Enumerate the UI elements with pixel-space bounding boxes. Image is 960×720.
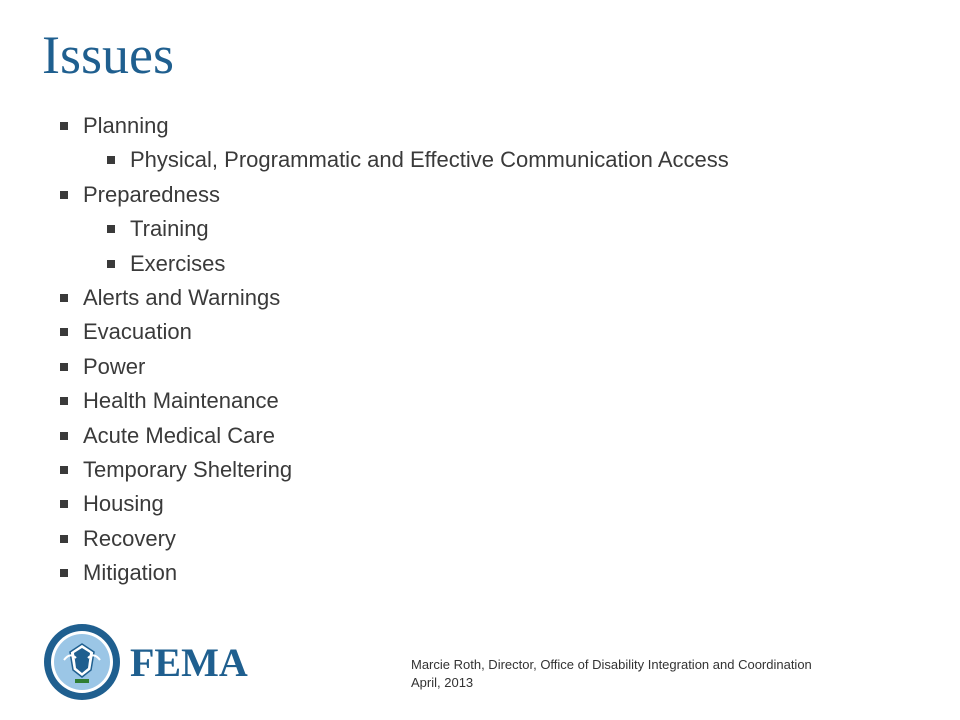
sub-bullet-item [0, 212, 960, 246]
sub-bullet-item [0, 247, 960, 281]
bullet-text: Physical, Programmatic and Effective Communication Access [130, 147, 729, 173]
bullet-item [0, 178, 960, 212]
bullet-text: Power [83, 353, 146, 379]
bullet-text: Planning [83, 113, 169, 138]
square-bullet-icon [60, 535, 68, 543]
bullet-item [0, 350, 960, 384]
square-bullet-icon [60, 466, 68, 474]
square-bullet-icon [60, 432, 68, 440]
square-bullet-icon [107, 225, 115, 233]
bullet-text: Mitigation [83, 560, 178, 586]
bullet-item [0, 315, 960, 349]
bullet-item [0, 109, 960, 143]
bullet-item [0, 419, 960, 453]
square-bullet-icon [60, 294, 68, 302]
square-bullet-icon [107, 260, 115, 268]
bullet-text: Temporary Sheltering [83, 456, 293, 482]
footer-date: April, 2013 [411, 675, 474, 690]
footer [411, 656, 812, 692]
bullet-text: Training [130, 216, 209, 242]
square-bullet-icon [60, 363, 68, 371]
dhs-seal-icon [44, 624, 120, 700]
bullet-text: Acute Medical Care [83, 422, 275, 448]
bullet-text: Alerts and Warnings [83, 284, 281, 310]
bullet-item [0, 281, 960, 315]
square-bullet-icon [107, 156, 115, 164]
bullet-item [0, 556, 960, 590]
fema-logo [42, 622, 257, 702]
bullet-text: Exercises [130, 250, 226, 276]
bullet-text: Housing [83, 491, 164, 517]
bullet-text: Evacuation [83, 319, 192, 345]
bullet-text: Preparedness [83, 181, 220, 207]
bullet-text: Health Maintenance [83, 388, 279, 414]
sub-bullet-item [0, 143, 960, 177]
bullet-list [0, 109, 960, 590]
footer-presenter: Marcie Roth, Director, Office of Disability Integration and Coordination [411, 657, 812, 672]
square-bullet-icon [60, 122, 68, 130]
square-bullet-icon [60, 569, 68, 577]
bullet-item [0, 384, 960, 418]
bullet-item [0, 453, 960, 487]
fema-wordmark: FEMA [130, 640, 248, 685]
square-bullet-icon [60, 500, 68, 508]
square-bullet-icon [60, 191, 68, 199]
square-bullet-icon [60, 328, 68, 336]
bullet-item [0, 522, 960, 556]
bullet-text: Recovery [83, 525, 176, 551]
slide-title: Issues [42, 25, 174, 85]
square-bullet-icon [60, 397, 68, 405]
bullet-item [0, 487, 960, 521]
